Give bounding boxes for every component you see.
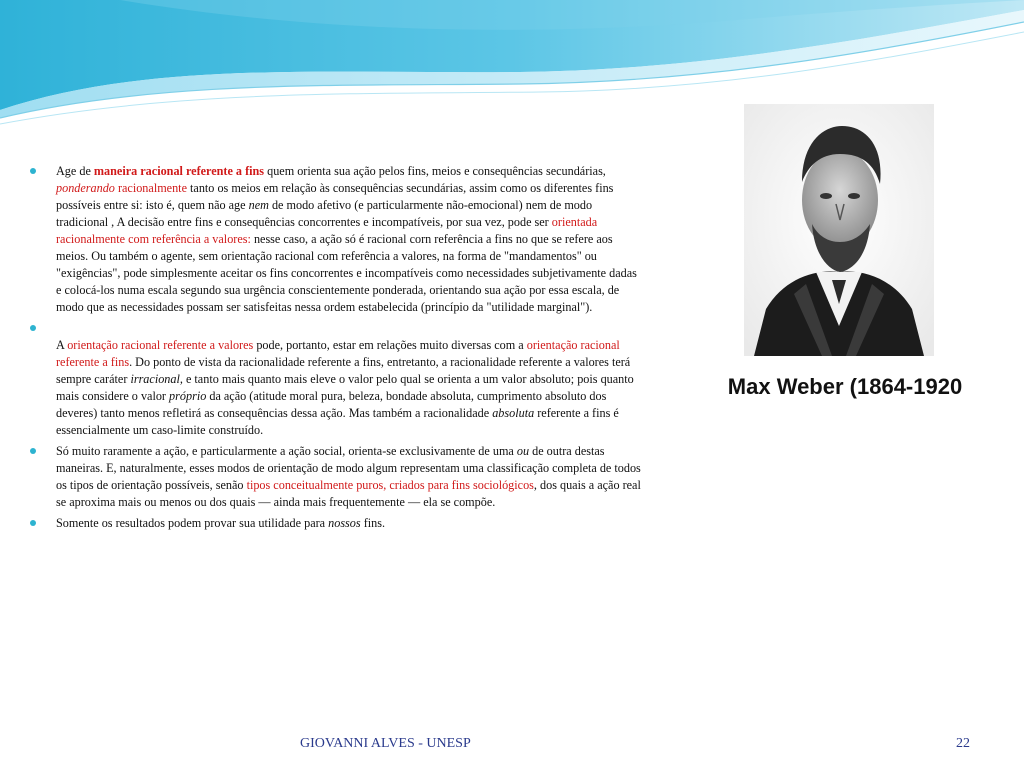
highlight-text: ponderando: [56, 181, 115, 195]
highlight-text: tipos conceitualmente puros, criados para fins sociológicos: [246, 478, 534, 492]
footer-author: GIOVANNI ALVES - UNESP: [300, 736, 471, 751]
list-item: Somente os resultados podem provar sua utilidade para nossos fins.: [30, 515, 642, 532]
bullet-icon: [30, 168, 36, 174]
highlight-text: orientada racionalmente com referência a valores:: [56, 215, 598, 246]
highlight-text: orientação racional referente a valores: [67, 338, 254, 352]
bullet-icon: [30, 325, 36, 331]
highlight-text: racionalmente: [114, 181, 187, 195]
portrait-caption: Max Weber (1864-1920: [727, 374, 963, 399]
bullet-icon: [30, 448, 36, 454]
portrait-photo: [744, 104, 934, 356]
list-item: Só muito raramente a ação, e particularmente a ação social, orienta-se exclusivamente de uma ou de outra destas maneiras. E, naturalmente, esses modos de orientação de modo algum representam uma classificação completa de todos os tipos de orientação possíveis, senão tipos conceitualmente puros, criados para fins sociológicos, dos quais a ação real se aproxima mais ou menos ou dos quais — ainda mais frequentemente — ela se compõe.: [30, 443, 642, 511]
list-item: A orientação racional referente a valores pode, portanto, estar em relações muito diversas com a orientação racional referente a fins. Do ponto de vista da racionalidade referente a fins, entretanto, a racionalidade referente a valores terá sempre caráter irracional, e tanto mais quanto mais eleve o valor pelo qual se orienta a um valor absoluto; pois quanto mais considere o valor próprio da ação (atitude moral pura, beleza, bondade absoluta, cumprimento absoluto dos deveres) tanto menos refletirá as consequências dessa ação. Mas também a racionalidade absoluta referente a fins é essencialmente um caso-limite construído.: [30, 320, 642, 439]
highlight-text: orientação racional referente a fins: [56, 338, 620, 369]
page-number: 22: [956, 736, 970, 751]
bullet-icon: [30, 520, 36, 526]
highlight-text: maneira racional referente a fins: [93, 164, 265, 178]
list-item: Age de maneira racional referente a fins quem orienta sua ação pelos fins, meios e consequências secundárias, ponderando racionalmente tanto os meios em relação às consequências secundárias, assim como os diferentes fins possíveis entre si: isto é, quem não age nem de modo afetivo (e particularmente não-emocional) nem de modo tradicional , A decisão entre fins e consequências concorrentes e incompatíveis, por sua vez, pode ser orientada racionalmente com referência a valores: nesse caso, a ação só é racional corn referência a fins no que se refere aos meios. Ou também o agente, sem orientação racional com referência a valores, na forma de "mandamentos" ou "exigências", pode simplesmente aceitar os fins concorrentes e incompatíveis como necessidades subjetivamente dadas e colocá-los numa escala segundo sua urgência conscientemente ponderada, orientando sua ação por essa escala, de modo que as necessidades possam ser satisfeitas nessa ordem estabelecida (princípio da "utilidade marginal").: [30, 163, 642, 316]
body-text: [30, 163, 642, 536]
